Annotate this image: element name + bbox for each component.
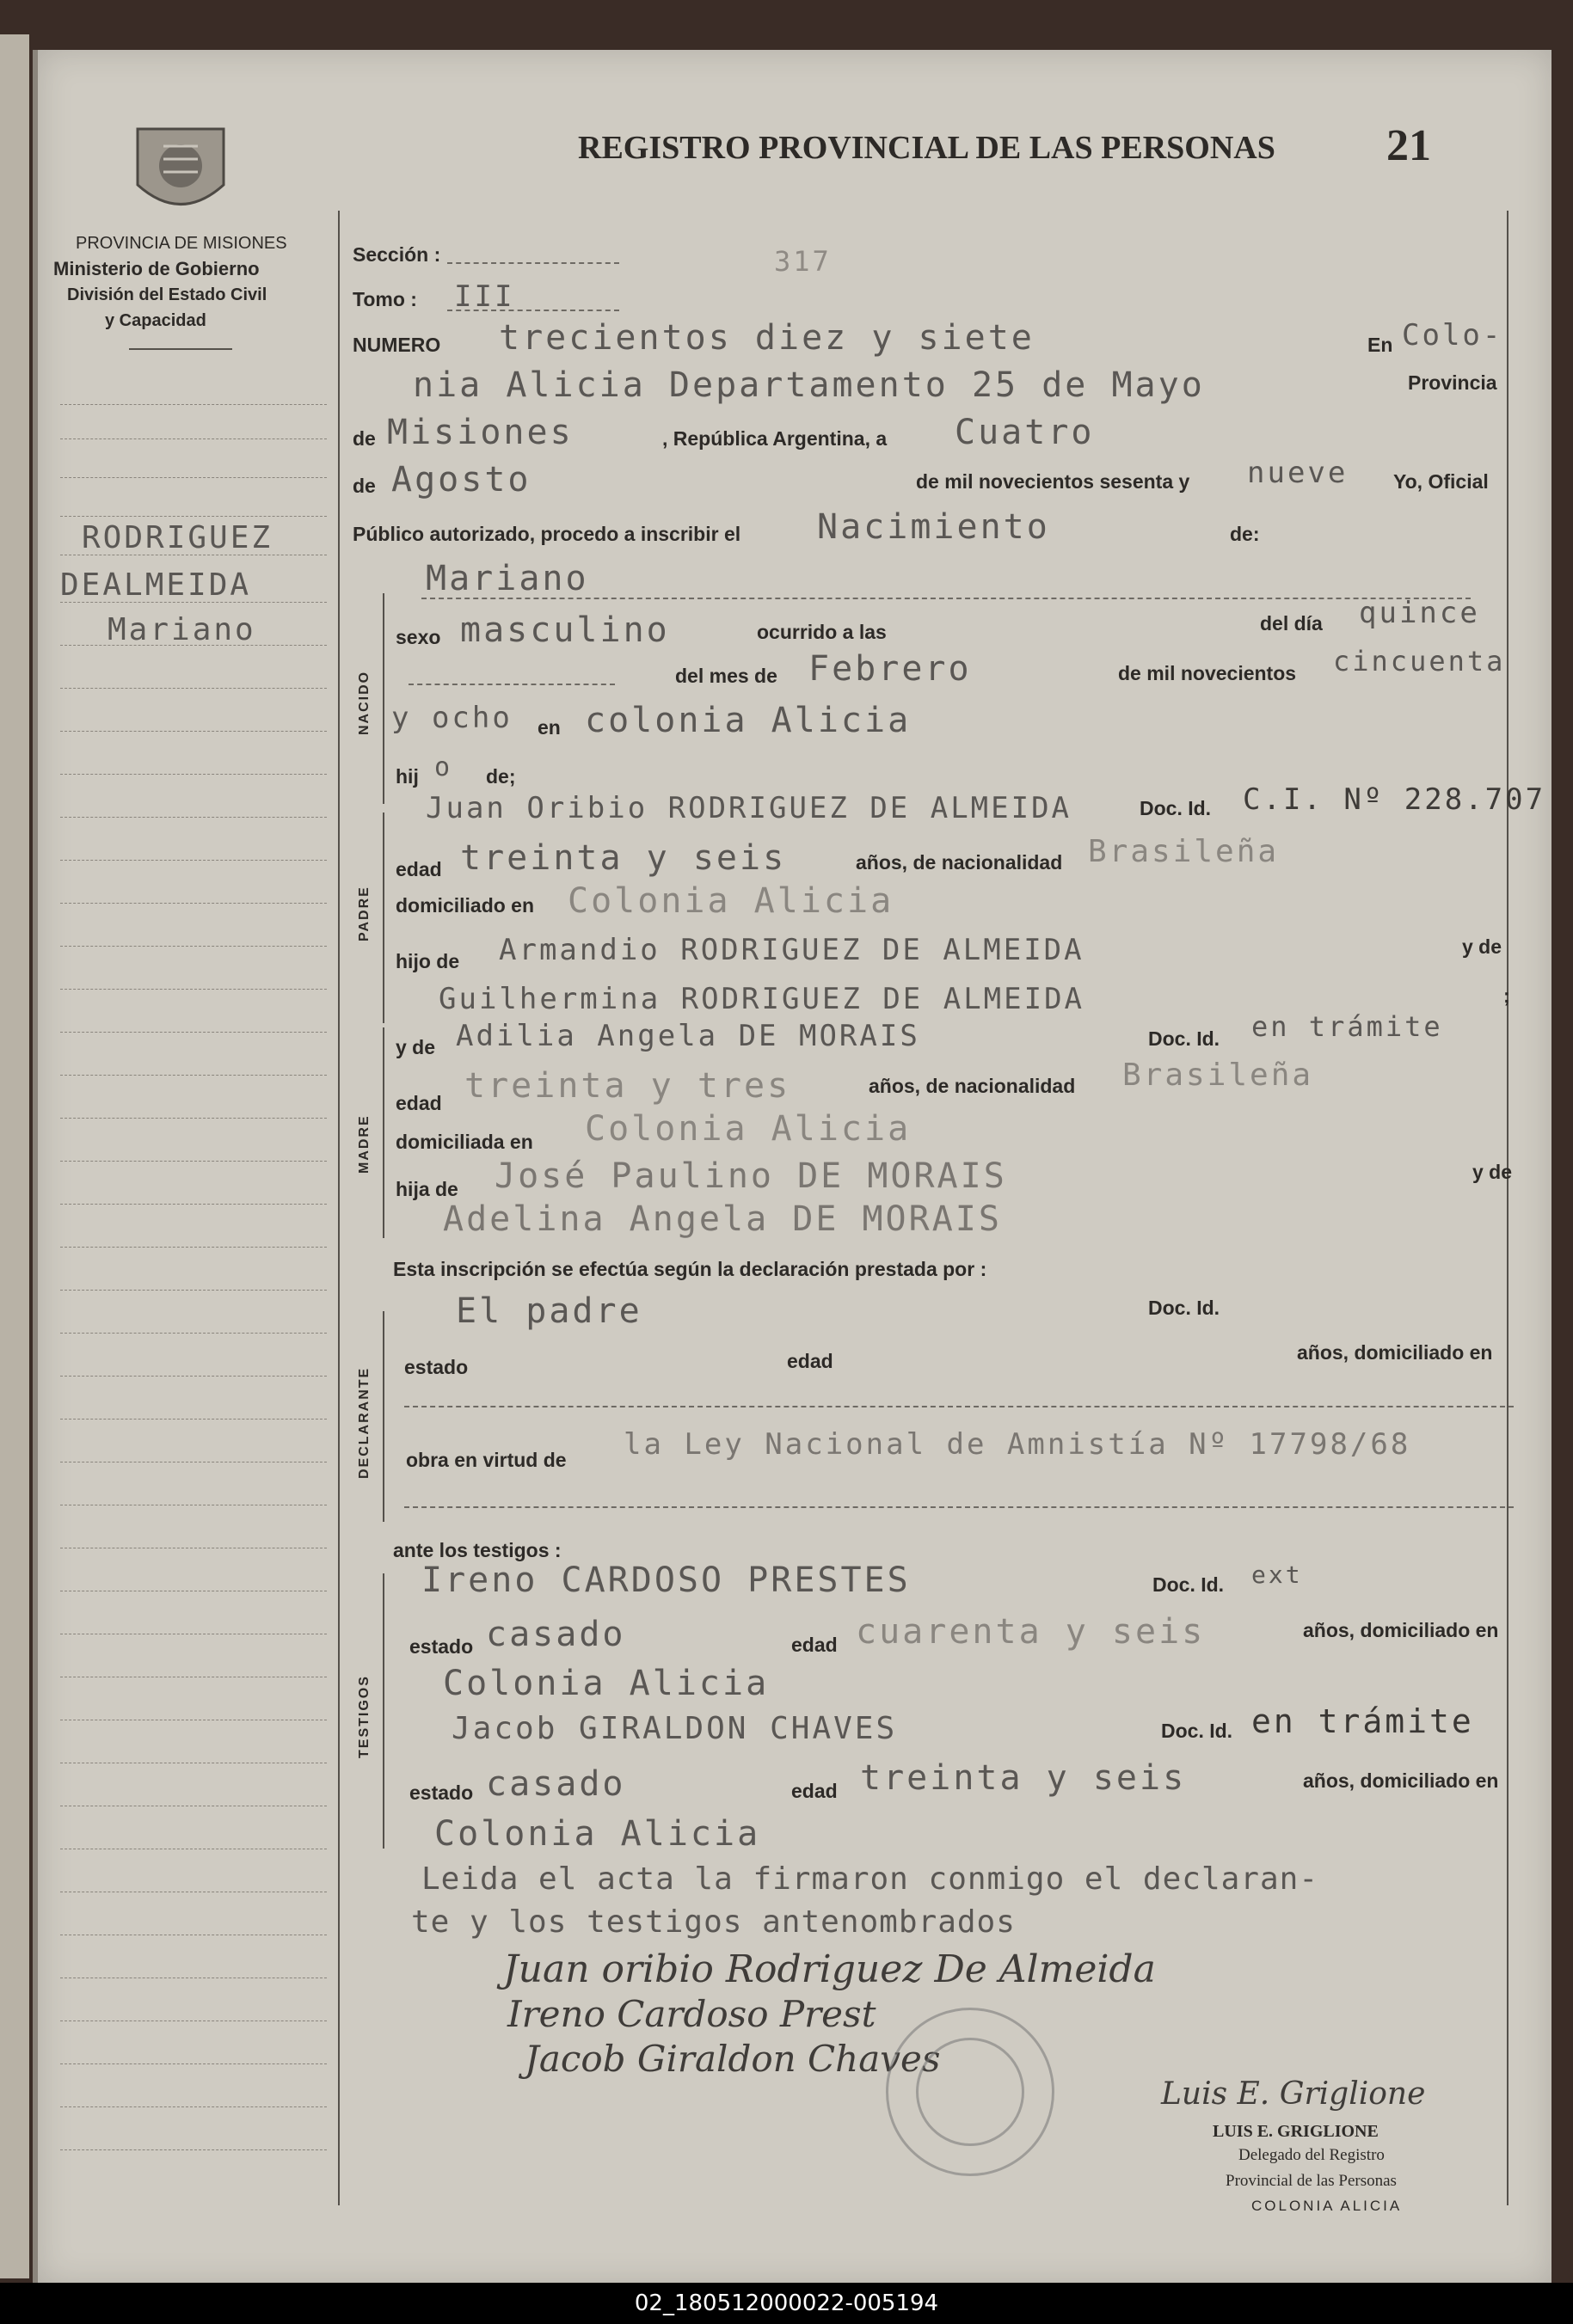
label-testigo1-anos: años, domiciliado en [1303,1619,1499,1641]
label-madre-y-de: y de [1472,1161,1513,1183]
closing-line-2: te y los testigos antenombrados [411,1904,1016,1940]
ledger-line [60,1376,327,1377]
signature-testigo-1: Ireno Cardoso Prest [507,1993,876,2035]
official-place: COLONIA ALICIA [1251,2198,1403,2214]
closing-line-1: Leida el acta la firmaron conmigo el declaran- [421,1861,1318,1897]
nombre-value: Mariano [426,559,589,598]
page-number: 21 [1386,121,1431,170]
book-spine-edge [0,34,29,2278]
testigo2-edad-value: treinta y seis [860,1758,1187,1798]
numero-value: trecientos diez y siete [499,318,1035,358]
anio-value-cont: y ocho [391,701,513,735]
ledger-line [60,1118,327,1119]
lugar-nac-value: colonia Alicia [585,701,912,740]
padre-nombre-value: Juan Oribio RODRIGUEZ DE ALMEIDA [426,791,1072,825]
label-y-de-madre: y de [396,1036,436,1058]
signature-declarante: Juan oribio Rodriguez De Almeida [503,1947,1156,1991]
section-label-padre: PADRE [357,886,372,941]
label-de-semi: de; [486,765,516,788]
label-testigo2-edad: edad [791,1780,838,1802]
label-madre-dom: domiciliada en [396,1131,533,1153]
label-en-lugar: en [538,716,561,739]
padre-dom-value: Colonia Alicia [568,881,894,921]
label-de-provincia: de [353,427,376,450]
label-madre-hija-de: hija de [396,1178,458,1200]
madre-doc-value: en trámite [1251,1010,1443,1043]
ledger-line [60,2106,327,2107]
official-seal-inner [916,2038,1024,2146]
image-identifier-bar: 02_180512000022-005194 [0,2283,1573,2324]
padre-padre-value: Armandio RODRIGUEZ DE ALMEIDA [499,933,1085,967]
testigo2-dom-value: Colonia Alicia [434,1814,761,1854]
main-column-left-border [338,211,340,2205]
tomo-value: III [454,279,515,314]
signature-testigo-2: Jacob Giraldon Chaves [525,2038,941,2080]
ledger-line [60,774,327,775]
label-testigo2-estado: estado [409,1781,474,1804]
label-inscripcion: Esta inscripción se efectúa según la declaración prestada por : [393,1258,987,1280]
official-role-1: Delegado del Registro [1238,2146,1385,2164]
ledger-line [60,477,327,478]
provincial-coat-of-arms [129,116,232,224]
label-del-mes: del mes de [675,665,777,687]
padre-madre-value: Guilhermina RODRIGUEZ DE ALMEIDA [439,982,1085,1016]
label-obra: obra en virtud de [406,1449,567,1471]
label-testigo1-edad: edad [791,1634,838,1656]
ledger-line [60,903,327,904]
provincia-value: Misiones [387,413,574,452]
label-ocurrido: ocurrido a las [757,621,887,643]
year-suffix-value: nueve [1247,456,1349,490]
ledger-line [60,438,327,439]
label-seccion: Sección : [353,243,441,266]
margin-surname-2: DEALMEIDA [60,567,252,603]
anio-value: cincuenta [1333,645,1506,678]
ledger-line [60,2063,327,2064]
label-testigo2-anos: años, domiciliado en [1303,1769,1499,1792]
label-ante-testigos: ante los testigos : [393,1539,562,1561]
section-label-nacido: NACIDO [357,670,372,735]
testigo1-dom-value: Colonia Alicia [443,1664,770,1703]
ledger-line [60,1333,327,1334]
label-tomo: Tomo : [353,288,417,310]
madre-nombre-value: Adilia Angela DE MORAIS [456,1019,920,1053]
ledger-line [60,2149,327,2150]
madre-padre-value: José Paulino DE MORAIS [495,1156,1007,1196]
label-del-dia: del día [1260,612,1323,635]
label-padre-y-de: y de [1462,935,1502,958]
label-declarante-anos: años, domiciliado en [1297,1341,1493,1364]
ledger-line [60,1161,327,1162]
margin-given-name: Mariano [108,612,256,647]
seccion-line [447,262,619,264]
label-numero: NUMERO [353,334,441,356]
label-declarante-estado: estado [404,1356,469,1378]
testigo2-doc-value: en trámite [1251,1702,1474,1740]
declarante-value: El padre [456,1291,642,1331]
label-madre-nac: años, de nacionalidad [869,1075,1076,1097]
label-madre-doc: Doc. Id. [1148,1027,1220,1050]
section-bracket-testigos [383,1573,384,1849]
sexo-value: masculino [460,610,670,650]
office-line-3: División del Estado Civil [67,285,267,304]
label-de-colon: de: [1230,523,1260,545]
ledger-line [60,1032,327,1033]
office-line-2: Ministerio de Gobierno [53,258,260,279]
tomo-line [447,310,619,311]
label-testigo1-estado: estado [409,1635,474,1658]
ledger-line [60,989,327,990]
section-bracket-padre [383,812,384,1023]
label-padre-edad: edad [396,858,442,880]
testigo1-estado-value: casado [486,1615,626,1654]
ledger-line [60,731,327,732]
month-value: Agosto [391,460,532,500]
page-title: REGISTRO PROVINCIAL DE LAS PERSONAS [578,130,1275,166]
label-sexo: sexo [396,626,441,648]
label-mil-sesenta: de mil novecientos sesenta y [916,470,1190,493]
label-padre-dom: domiciliado en [396,894,535,917]
nombre-line [421,598,1471,599]
signature-official: Luis E. Griglione [1161,2076,1426,2112]
en-value-cont: nia Alicia Departamento 25 de Mayo [413,365,1205,405]
testigo1-edad-value: cuarenta y seis [856,1612,1206,1652]
ledger-line [60,1419,327,1420]
testigo2-estado-value: casado [486,1764,626,1804]
hij-suffix-value: o [434,752,453,782]
testigo2-nombre-value: Jacob GIRALDON CHAVES [452,1711,898,1746]
label-republica: , República Argentina, a [662,427,888,450]
ley-line-cont [404,1506,1514,1508]
mes-value: Febrero [808,649,972,689]
section-label-declarante: DECLARANTE [357,1366,372,1479]
main-column-right-border [1507,211,1508,2205]
ledger-line [60,516,327,517]
label-de-mil-nov: de mil novecientos [1118,662,1297,684]
label-padre-hijo-de: hijo de [396,950,460,972]
official-name: LUIS E. GRIGLIONE [1213,2122,1379,2141]
ledger-line [60,688,327,689]
label-testigo1-doc: Doc. Id. [1152,1573,1225,1596]
label-madre-edad: edad [396,1092,442,1114]
ledger-line [60,1075,327,1076]
ledger-line [60,1204,327,1205]
acto-value: Nacimiento [817,507,1050,547]
day-value: Cuatro [955,413,1095,452]
margin-number: 317 [774,245,832,278]
ley-value: la Ley Nacional de Amnistía Nº 17798/68 [624,1427,1411,1462]
ledger-line [60,404,327,405]
label-padre-doc: Doc. Id. [1140,797,1212,819]
label-testigo2-doc: Doc. Id. [1161,1720,1233,1742]
section-label-madre: MADRE [357,1114,372,1174]
label-declarante-doc: Doc. Id. [1148,1297,1220,1319]
ledger-line [60,817,327,818]
section-bracket-nacido [383,593,384,804]
label-publico: Público autorizado, procedo a inscribir el [353,523,741,545]
office-divider [129,348,232,350]
label-provincia: Provincia [1408,371,1497,394]
label-semicolon: ; [1503,984,1510,1007]
ledger-line [60,860,327,861]
ledger-line [60,1247,327,1248]
madre-edad-value: treinta y tres [464,1066,791,1106]
testigo1-nombre-value: Ireno CARDOSO PRESTES [421,1561,911,1600]
padre-edad-value: treinta y seis [460,838,787,878]
padre-doc-value: C.I. Nº 228.707 [1243,782,1546,817]
ledger-line [60,2020,327,2021]
madre-dom-value: Colonia Alicia [585,1109,912,1149]
hora-line [409,684,615,685]
section-bracket-declarante [383,1311,384,1522]
madre-nac-value: Brasileña [1122,1058,1314,1093]
en-value: Colo- [1402,318,1503,353]
office-line-1: PROVINCIA DE MISIONES [76,234,287,253]
section-bracket-madre [383,1027,384,1238]
margin-surname-1: RODRIGUEZ [82,520,273,555]
madre-madre-value: Adelina Angela DE MORAIS [443,1199,1002,1239]
label-declarante-edad: edad [787,1350,833,1372]
ledger-line [60,1290,327,1291]
ledger-line [60,946,327,947]
label-de-month: de [353,475,376,497]
section-label-testigos: TESTIGOS [357,1675,372,1758]
official-role-2: Provincial de las Personas [1226,2172,1397,2190]
office-line-4: y Capacidad [105,311,206,330]
testigo1-doc-value: ext [1251,1561,1303,1589]
label-en: En [1367,334,1393,356]
label-hij: hij [396,765,419,788]
dia-value: quince [1359,596,1480,630]
label-yo-oficial: Yo, Oficial [1393,470,1489,493]
padre-nac-value: Brasileña [1088,834,1280,869]
label-padre-nac: años, de nacionalidad [856,851,1063,874]
declarante-dom-line [404,1406,1514,1407]
